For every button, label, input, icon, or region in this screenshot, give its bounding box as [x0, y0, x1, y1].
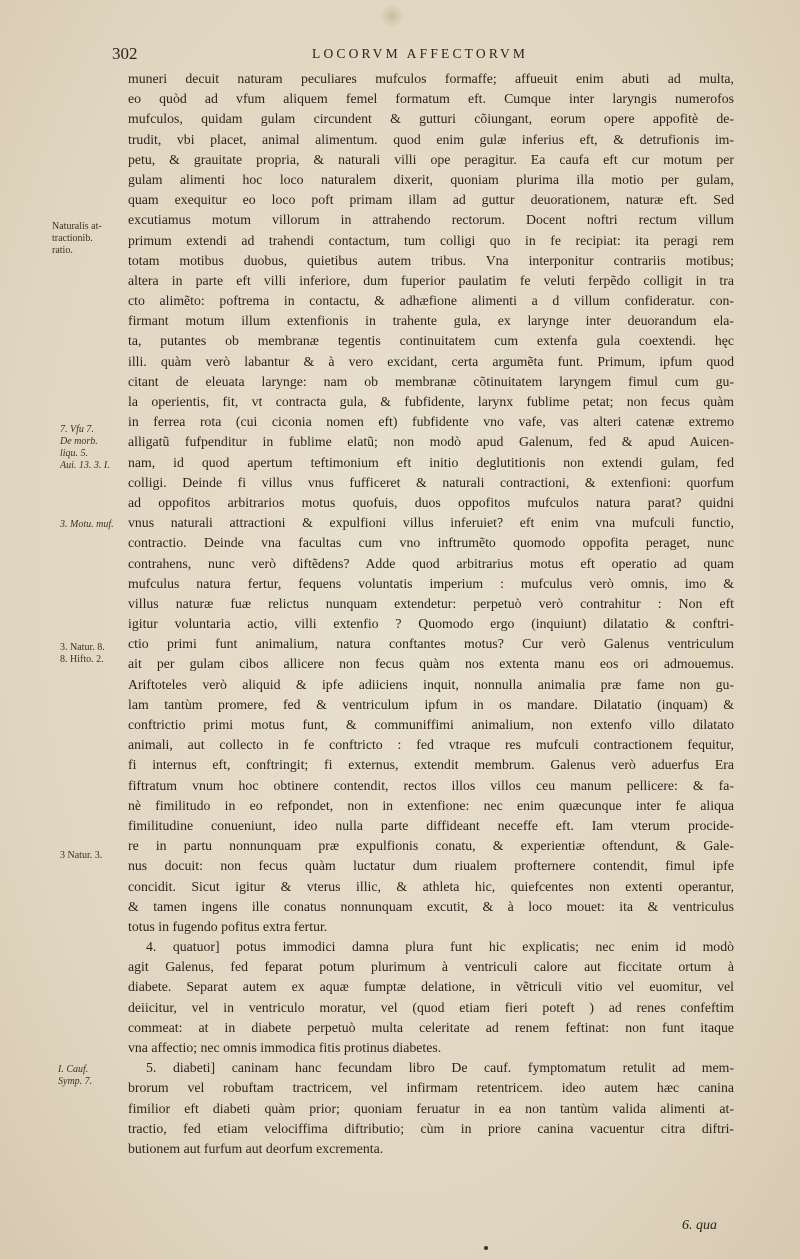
text-line: ait per gulam cibos allicere non fecus quàm nos extenta manu eos ori admouemus.	[128, 656, 734, 672]
margin-note-line: tractionib.	[52, 233, 93, 244]
text-line: gulam alimenti hoc loco naturalem dixerit, quoniam plurima illa motio per gulam,	[128, 171, 734, 187]
text-line: villus naturæ fuæ relictus nunquam extendetur: perpetuò verò contrahitur : Non eft	[128, 595, 734, 611]
margin-note-line: Naturalis at-	[52, 221, 102, 232]
text-line: illi. quàm verò labantur & à vero excidant, certa argumẽta funt. Primum, ipfum quod	[128, 353, 734, 369]
text-line: muneri decuit naturam peculiares mufculos formaffe; affueuit enim abuti ad multa,	[128, 71, 734, 86]
margin-note-line: 3. Motu. muf.	[60, 519, 114, 530]
text-line: commeat: at in diabete perpetuò multa celeritate ad renem feftinat: non funt itaque	[128, 1019, 734, 1035]
margin-note-line: I. Cauf.	[58, 1064, 89, 1075]
text-line: re in partu nonnunquam præ expulfionis conatu, & experientiæ oftendunt, & Gale-	[128, 838, 734, 854]
text-line: mufculos, quidam gulam circundent & gutturi cõiungant, eorum opere appofitè de-	[128, 111, 734, 127]
text-line: cto alimẽto: poftrema in contactu, & adhæfione alimenti a d villum confideratur. con-	[128, 293, 734, 309]
paper-stain	[380, 4, 404, 28]
text-line: animali, aut collecto in fe conftricto : fed vtraque res mufculi contractionem fequitur,	[128, 737, 734, 753]
text-line: & tamen ingens ille conatus nonnunquam excutit, & à loco mouet: ita & ventriculus	[128, 898, 734, 914]
catchword: 6. qua	[682, 1218, 717, 1233]
text-line: igitur voluntaria actio, villi extenfio ? Quomodo ergo (inquiunt) dilatatio & conftri-	[128, 616, 734, 632]
text-line: vnus naturali attractioni & expulfioni villus inferuiet? eft enim vna mufculi functio,	[128, 515, 734, 531]
text-line: eo quòd ad vfum aliquem femel formatum eft. Cumque inter laryngis numerofos	[128, 91, 734, 107]
margin-note-natur-histo	[60, 642, 105, 666]
text-line: colligi. Deinde fi villus vnus fufficeret & naturali contractioni, & extenfioni: quorfum	[128, 474, 734, 490]
margin-note-line: De morb.	[60, 436, 98, 447]
text-line: altera in parte eft villi inferiore, dum fuperior paulatim fe veluti ferpẽdo colligit in tra	[128, 272, 734, 288]
text-line: concidit. Sicut igitur & vterus illic, & athleta hic, quiefcentes non extenti operantur,	[128, 878, 734, 894]
text-line: deiicitur, vel in ventriculo moratur, vel (quod etiam fieri poteft ) ad renes confeftim	[128, 999, 734, 1015]
margin-note-line: ratio.	[52, 245, 73, 256]
margin-note-line: liqu. 5.	[60, 448, 89, 459]
main-text	[128, 69, 734, 1159]
text-line: vna affectio; nec omnis immodica fitis protinus diabetes.	[128, 1040, 442, 1055]
margin-note-naturalis	[52, 221, 102, 257]
text-line: alligatũ fufpenditur in fublime elatũ; non modò apud Galenum, fed & apud Auicen-	[128, 434, 734, 450]
text-line: in ferrea rota (cui ciconia nomen eft) fubfidente vno vafe, vas alteri catenæ extremo	[128, 414, 734, 430]
text-line: conftrictio primi motus funt, & communiffimi animalium, non extenfo villo dilatato	[128, 717, 734, 732]
margin-note-vsu	[60, 424, 110, 472]
text-line: fimilior eft diabeti quàm prior; quoniam feruatur in ea non tantùm valida alimenti at-	[128, 1100, 734, 1116]
text-line: diabete. Separat autem ex aquæ fumptæ delatione, in vẽtriculi vitio vel euomitur, vel	[128, 979, 734, 995]
page-dot	[484, 1246, 488, 1250]
text-line: nus docuit: non fecus quàm luctatur dum riualem profternere contendit, fimul ipfe	[128, 858, 734, 874]
text-line: ctio primi funt animalium, natura conftantes motus? Cur verò Galenus ventriculum	[128, 636, 734, 652]
text-line: mufculus natura fertur, fequens voluntatis imperium : mufculus verò omnis, imo &	[128, 575, 734, 591]
text-line: firmant motum illum extenfionis in trahente gula, ex larynge inter deuorandum ela-	[128, 313, 734, 329]
text-line: excutiamus motum villorum in attrahendo rectorum. Docent noftri rectum villum	[128, 212, 734, 228]
margin-note-line: 3 Natur. 3.	[60, 850, 103, 861]
text-line: fi internus eft, conftringit; fi externus, extendit membrum. Galenus verò aduerfus Era	[128, 757, 734, 773]
text-line: trudit, vbi placet, animal alimentum. quod enim gulæ inferius eft, & detrufionis im-	[128, 131, 734, 147]
text-line: citant de eleuata larynge: nam ob membranæ cõtinuitatem laryngem fimul cum gu-	[128, 373, 734, 389]
text-line: primum extendi ad trahendi contactum, tum colligi quo in fe recipiat: ita peragi rem	[128, 232, 734, 248]
margin-note-line: 8. Hifto. 2.	[60, 654, 104, 665]
text-line: agit Galenus, fed feparat potum plurimum à ventriculi calore aut ficcitate ortum à	[128, 959, 734, 975]
text-line: butionem aut furfum aut deorfum excrementa.	[128, 1140, 384, 1156]
page-number: 302	[112, 44, 138, 63]
text-line: ad oppofitos arbitrarios motus quofuis, duos oppofitos mufculos natura parat? quidni	[128, 494, 734, 510]
text-line: ta, putantes ob membranæ tegentis continuitatem cum extenfa gula coextendi. hęc	[128, 333, 734, 349]
text-line: quam exequitur eo loco poft primam illam ad guttur deuorationem, naturæ eft. Sed	[128, 192, 734, 208]
text-line: 4. quatuor] potus immodici damna plura funt hic explicatis; nec enim id modò	[146, 939, 734, 955]
margin-note-line: 3. Natur. 8.	[60, 642, 105, 653]
text-line: petu, & grauitate propria, & naturali villi ope peragitur. Ea caufa eft cur motum per	[128, 151, 734, 167]
text-line: Ariftoteles verò aliquid & ipfe adiiciens inquit, nonnulla animalia præ fame non gu-	[128, 676, 734, 692]
margin-note-causa	[58, 1064, 92, 1088]
text-line: brorum vel robuftam tractricem, vel infirmam retentricem. ideo autem hæc canina	[128, 1080, 734, 1096]
text-line: totus in fugendo pofitus extra fertur.	[128, 918, 328, 934]
text-line: fimilitudine conueniunt, ideo nulla parte diffideant neceffe eft. Iam vterum procide-	[128, 817, 734, 833]
text-line: nè fimilitudo in eo refpondet, non in extenfione: nec enim quæcunque inter fe aliqua	[128, 797, 734, 813]
text-line: contrahens, nunc verò diftẽdens? Adde quod arbitrarius motus eft operatio ad quam	[128, 555, 734, 571]
page-header	[0, 44, 800, 66]
margin-note-line: Aui. 13. 3. I.	[60, 460, 110, 471]
text-line: 5. diabeti] caninam hanc fecundam libro De cauf. fymptomatum retulit ad mem-	[146, 1060, 734, 1076]
text-line: lam tantùm promere, fed & ventriculum ipfum in os mandare. Dilatatio (inquam) &	[128, 696, 734, 712]
text-line: la operientis, fit, vt contracta gula, & fubfidente, larynx fublime petat; non fecus quàm	[128, 394, 734, 409]
text-line: tractio, fed etiam velociffima diftributio; cùm in priore canina vacuentur citra diftri-	[128, 1120, 734, 1136]
margin-note-line: Symp. 7.	[58, 1076, 93, 1087]
margin-note-line: 7. Vfu 7.	[60, 424, 94, 435]
margin-note-motu	[60, 519, 114, 531]
text-line: contractio. Deinde vna facultas cum vno inftrumẽto quomodo oppofita peraget, nunc	[128, 535, 734, 551]
text-line: fiftratum vnum hoc obtinere contendit, rectos illos villos ceu manum pellicere: & fa-	[128, 777, 734, 793]
margin-note-natur-3	[60, 850, 102, 862]
text-line: nam, id quod apertum teftimonium eft initio deglutitionis non extendi gulam, fed	[128, 454, 734, 470]
running-title: LOCORVM AFFECTORVM	[312, 46, 529, 61]
text-line: totam motibus duobus, quietibus autem tribus. Vna interponitur contrariis motibus;	[128, 252, 734, 268]
